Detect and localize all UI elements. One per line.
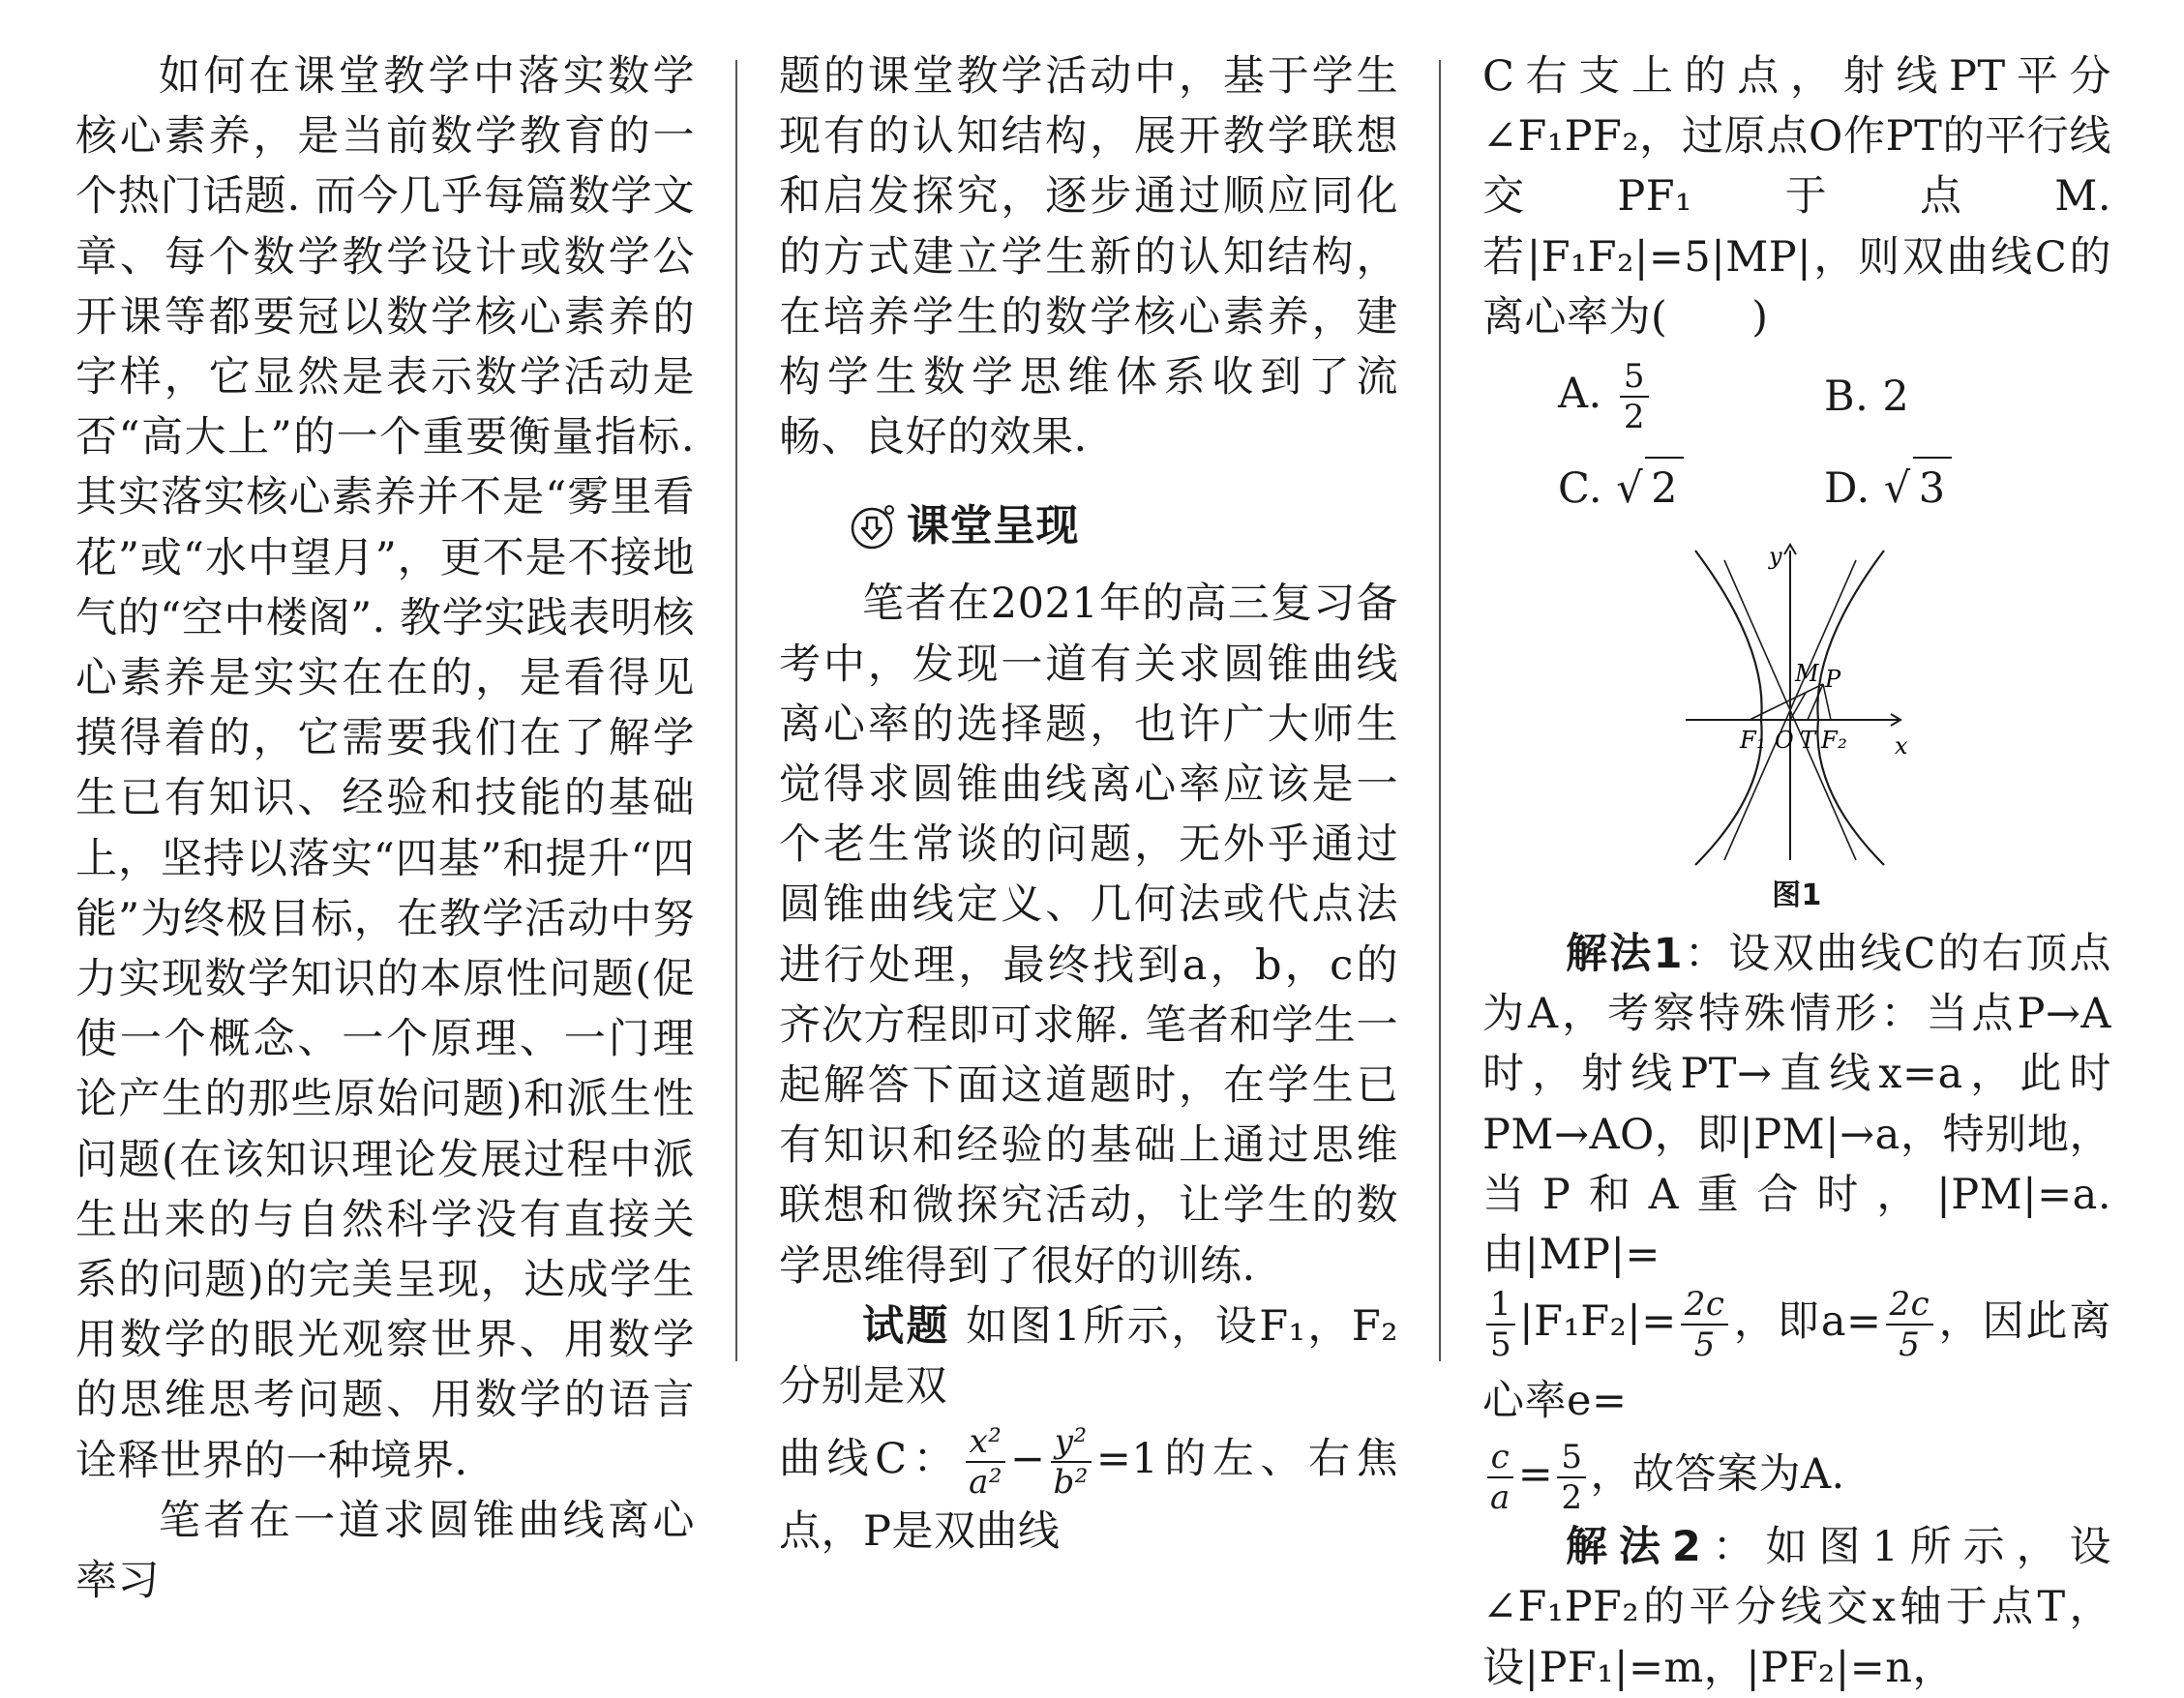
solution-1: 解法1：设双曲线C的右顶点为A，考察特殊情形：当点P→A时，射线PT→直线x=a，此时PM→AO，即|PM|→a，特别地，当P和A重合时，|PM|=a. 由|MP|= bbox=[1482, 930, 2112, 1280]
column-1 bbox=[75, 46, 695, 1611]
down-arrow-circle-icon bbox=[849, 502, 897, 551]
figure-caption: 图1 bbox=[1772, 879, 1822, 913]
option-b: B. 2 bbox=[1824, 372, 1910, 421]
option-c: C. √ 2 bbox=[1558, 457, 1824, 519]
problem-label: 试题 bbox=[862, 1301, 951, 1351]
ray-PT bbox=[1808, 684, 1823, 720]
label-y: y bbox=[1769, 543, 1783, 571]
problem-text-b1: 曲线C： bbox=[779, 1435, 962, 1484]
lead-in-paragraph: 笔者在一道求圆锥曲线离心率习 bbox=[75, 1496, 695, 1606]
solution-2: 解法2：如图1所示，设∠F₁PF₂的平分线交x轴于点T，设|PF₁|=m，|PF₂|=n， bbox=[1482, 1523, 2111, 1692]
label-x: x bbox=[1895, 732, 1909, 760]
label-T: T bbox=[1800, 727, 1816, 755]
problem-statement-line1 bbox=[779, 1296, 1398, 1416]
solution-1-formula: $\frac{1}{5}$ |F₁F₂|= $\frac{2c}{5}$ ，即a= $\frac{2c}{5}$ ，因此离心率e= bbox=[1482, 1285, 2112, 1426]
column-divider-left bbox=[735, 60, 737, 1361]
left-branch bbox=[1695, 551, 1762, 865]
section-title: 课堂呈现 bbox=[907, 501, 1079, 551]
intro-paragraph: 如何在课堂教学中落实数学核心素养，是当前数学教育的一个热门话题. 而今几乎每篇数学文章、每个数学教学设计或数学公开课等都要冠以数学核心素养的字样，它显然是表示数学活动是否“高大上”的一个重要衡量指标. 其实落实核心素养并不是“雾里看花”或“水中望月”，更不是不接地气的“空中楼阁”. 教学实践表明核心素养是实实在在的，是看得见摸得着的，它需要我们在了解学生已有知识、经验和技能的基础上，坚持以落实“四基”和提升“四能”为终极目标，在教学活动中努力实现数学知识的本原性问题(促使一个概念、一个原理、一门理论产生的那些原始问题)和派生性问题(在该知识理论发展过程中派生出来的与自然科学没有直接关系的问题)的完美呈现，达成学生用数学的眼光观察世界、用数学的思维思考问题、用数学的语言诠释世界的一种境界. bbox=[75, 52, 695, 1485]
label-F1: F₁ bbox=[1740, 727, 1767, 755]
solution-2-label: 解法2 bbox=[1566, 1523, 1702, 1572]
solution-1-answer: $\frac{c}{a}$ = $\frac{5}{2}$ ，故答案为A. bbox=[1482, 1438, 2111, 1517]
problem-statement-line2 bbox=[779, 1422, 1398, 1562]
continued-paragraph: 题的课堂教学活动中，基于学生现有的认知结构，展开教学联想和启发探究，逐步通过顺应同化的方式建立学生新的认知结构，在培养学生的数学核心素养，建构学生数学思维体系收到了流畅、良好的效果. bbox=[779, 52, 1398, 462]
option-a: A. $\frac{5}{2}$ bbox=[1558, 357, 1824, 436]
column-3 bbox=[1482, 46, 2111, 1698]
answer-options bbox=[1558, 351, 2111, 533]
problem-text-b2: =1的左、右焦点，P是双曲线 bbox=[779, 1435, 1398, 1557]
label-O: O bbox=[1775, 727, 1795, 755]
section-heading bbox=[849, 492, 1398, 560]
label-M: M bbox=[1795, 660, 1820, 688]
column-2 bbox=[779, 46, 1398, 1562]
label-F2: F₂ bbox=[1821, 727, 1848, 755]
problem-text-a: 如图1所示，设F₁，F₂分别是双 bbox=[779, 1301, 1399, 1412]
option-d: D. √ 3 bbox=[1824, 457, 2090, 519]
hyperbola-diagram bbox=[1676, 541, 1918, 870]
fraction-y2-b2: $\frac{\text{y²}}{\text{b²}}$ bbox=[1050, 1422, 1092, 1502]
column-divider-right bbox=[1439, 60, 1441, 1361]
hyperbola-figure bbox=[1482, 541, 2111, 876]
minus-sign: − bbox=[1009, 1435, 1046, 1484]
classroom-paragraph: 笔者在2021年的高三复习备考中，发现一道有关求圆锥曲线离心率的选择题，也许广大师生觉得求圆锥曲线离心率应该是一个老生常谈的问题，无外乎通过圆锥曲线定义、几何法或代点法进行处理，最终找到a，b，c的齐次方程即可求解. 笔者和学生一起解答下面这道题时，在学生已有知识和经验的基础上通过思维联想和微探究活动，让学生的数学思维得到了很好的训练. bbox=[779, 580, 1398, 1291]
problem-continued: C右支上的点，射线PT平分∠F₁PF₂，过原点O作PT的平行线交PF₁于点M. 若|F₁F₂|=5|MP|，则双曲线C的离心率为( ) bbox=[1482, 52, 2111, 342]
fraction-x2-a2: $\frac{\text{x²}}{\text{a²}}$ bbox=[965, 1422, 1006, 1502]
label-P: P bbox=[1825, 666, 1841, 694]
solution-1-label: 解法1 bbox=[1566, 930, 1684, 979]
